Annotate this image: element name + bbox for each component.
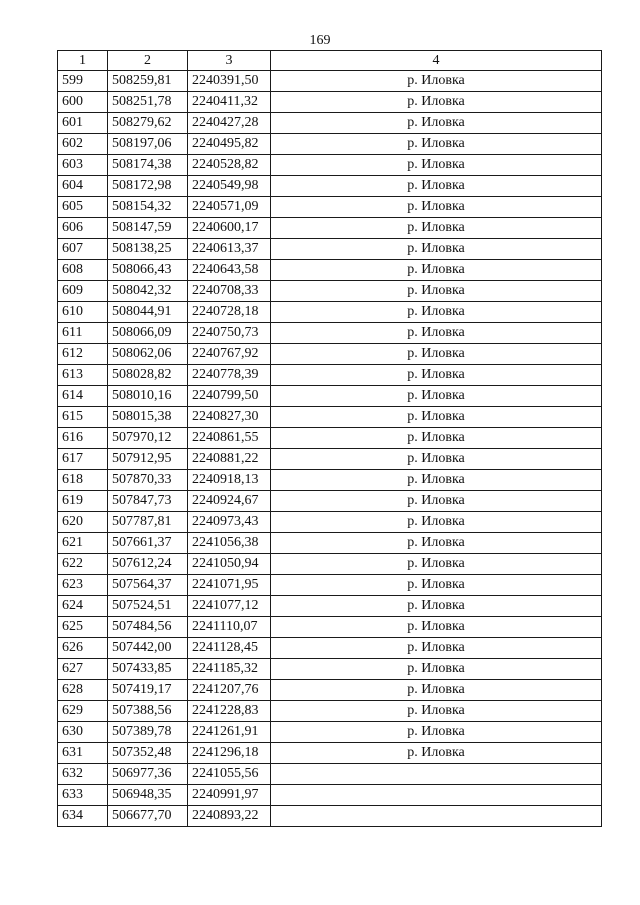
point-number-cell: 615 bbox=[58, 407, 108, 428]
point-number-cell: 607 bbox=[58, 239, 108, 260]
y-coordinate-cell: 2240893,22 bbox=[188, 806, 271, 827]
object-name-cell: р. Иловка bbox=[271, 533, 602, 554]
column-header-y: 3 bbox=[188, 51, 271, 71]
table-header-row bbox=[58, 51, 602, 71]
table-row bbox=[58, 701, 602, 722]
table-row bbox=[58, 260, 602, 281]
point-number-cell: 604 bbox=[58, 176, 108, 197]
table-row bbox=[58, 554, 602, 575]
table-row bbox=[58, 281, 602, 302]
table-row bbox=[58, 617, 602, 638]
y-coordinate-cell: 2241050,94 bbox=[188, 554, 271, 575]
y-coordinate-cell: 2241056,38 bbox=[188, 533, 271, 554]
table-row bbox=[58, 176, 602, 197]
y-coordinate-cell: 2240778,39 bbox=[188, 365, 271, 386]
point-number-cell: 624 bbox=[58, 596, 108, 617]
point-number-cell: 613 bbox=[58, 365, 108, 386]
y-coordinate-cell: 2240924,67 bbox=[188, 491, 271, 512]
point-number-cell: 600 bbox=[58, 92, 108, 113]
point-number-cell: 629 bbox=[58, 701, 108, 722]
point-number-cell: 630 bbox=[58, 722, 108, 743]
y-coordinate-cell: 2240528,82 bbox=[188, 155, 271, 176]
y-coordinate-cell: 2240391,50 bbox=[188, 71, 271, 92]
object-name-cell: р. Иловка bbox=[271, 155, 602, 176]
y-coordinate-cell: 2240411,32 bbox=[188, 92, 271, 113]
y-coordinate-cell: 2241077,12 bbox=[188, 596, 271, 617]
table-row bbox=[58, 344, 602, 365]
table-row bbox=[58, 92, 602, 113]
y-coordinate-cell: 2240600,17 bbox=[188, 218, 271, 239]
y-coordinate-cell: 2240767,92 bbox=[188, 344, 271, 365]
x-coordinate-cell: 507484,56 bbox=[108, 617, 188, 638]
point-number-cell: 627 bbox=[58, 659, 108, 680]
object-name-cell: р. Иловка bbox=[271, 575, 602, 596]
x-coordinate-cell: 508044,91 bbox=[108, 302, 188, 323]
y-coordinate-cell: 2240881,22 bbox=[188, 449, 271, 470]
object-name-cell: р. Иловка bbox=[271, 512, 602, 533]
point-number-cell: 608 bbox=[58, 260, 108, 281]
x-coordinate-cell: 507389,78 bbox=[108, 722, 188, 743]
x-coordinate-cell: 508010,16 bbox=[108, 386, 188, 407]
x-coordinate-cell: 507912,95 bbox=[108, 449, 188, 470]
y-coordinate-cell: 2241055,56 bbox=[188, 764, 271, 785]
point-number-cell: 617 bbox=[58, 449, 108, 470]
x-coordinate-cell: 508042,32 bbox=[108, 281, 188, 302]
table-row bbox=[58, 638, 602, 659]
object-name-cell: р. Иловка bbox=[271, 239, 602, 260]
x-coordinate-cell: 507847,73 bbox=[108, 491, 188, 512]
object-name-cell: р. Иловка bbox=[271, 260, 602, 281]
x-coordinate-cell: 507433,85 bbox=[108, 659, 188, 680]
object-name-cell: р. Иловка bbox=[271, 92, 602, 113]
table-row bbox=[58, 407, 602, 428]
x-coordinate-cell: 507419,17 bbox=[108, 680, 188, 701]
x-coordinate-cell: 507564,37 bbox=[108, 575, 188, 596]
point-number-cell: 605 bbox=[58, 197, 108, 218]
point-number-cell: 620 bbox=[58, 512, 108, 533]
table-row bbox=[58, 491, 602, 512]
point-number-cell: 619 bbox=[58, 491, 108, 512]
x-coordinate-cell: 507524,51 bbox=[108, 596, 188, 617]
x-coordinate-cell: 508147,59 bbox=[108, 218, 188, 239]
table-row bbox=[58, 71, 602, 92]
object-name-cell: р. Иловка bbox=[271, 617, 602, 638]
object-name-cell: р. Иловка bbox=[271, 218, 602, 239]
coordinates-table bbox=[57, 50, 602, 827]
object-name-cell: р. Иловка bbox=[271, 638, 602, 659]
table-row bbox=[58, 449, 602, 470]
y-coordinate-cell: 2241071,95 bbox=[188, 575, 271, 596]
y-coordinate-cell: 2241128,45 bbox=[188, 638, 271, 659]
y-coordinate-cell: 2240427,28 bbox=[188, 113, 271, 134]
table-body bbox=[58, 71, 602, 827]
object-name-cell: р. Иловка bbox=[271, 743, 602, 764]
point-number-cell: 626 bbox=[58, 638, 108, 659]
object-name-cell: р. Иловка bbox=[271, 428, 602, 449]
table-row bbox=[58, 722, 602, 743]
table-row bbox=[58, 806, 602, 827]
table-row bbox=[58, 512, 602, 533]
point-number-cell: 622 bbox=[58, 554, 108, 575]
x-coordinate-cell: 508154,32 bbox=[108, 197, 188, 218]
table-row bbox=[58, 575, 602, 596]
x-coordinate-cell: 507388,56 bbox=[108, 701, 188, 722]
y-coordinate-cell: 2240643,58 bbox=[188, 260, 271, 281]
point-number-cell: 621 bbox=[58, 533, 108, 554]
object-name-cell: р. Иловка bbox=[271, 323, 602, 344]
table-row bbox=[58, 470, 602, 491]
object-name-cell: р. Иловка bbox=[271, 344, 602, 365]
x-coordinate-cell: 507970,12 bbox=[108, 428, 188, 449]
object-name-cell: р. Иловка bbox=[271, 113, 602, 134]
x-coordinate-cell: 508138,25 bbox=[108, 239, 188, 260]
column-header-number: 1 bbox=[58, 51, 108, 71]
table-row bbox=[58, 386, 602, 407]
table-row bbox=[58, 659, 602, 680]
x-coordinate-cell: 508015,38 bbox=[108, 407, 188, 428]
table-row bbox=[58, 743, 602, 764]
point-number-cell: 632 bbox=[58, 764, 108, 785]
column-header-name: 4 bbox=[271, 51, 602, 71]
point-number-cell: 612 bbox=[58, 344, 108, 365]
table-row bbox=[58, 197, 602, 218]
point-number-cell: 609 bbox=[58, 281, 108, 302]
y-coordinate-cell: 2241185,32 bbox=[188, 659, 271, 680]
x-coordinate-cell: 508066,43 bbox=[108, 260, 188, 281]
object-name-cell: р. Иловка bbox=[271, 134, 602, 155]
x-coordinate-cell: 508028,82 bbox=[108, 365, 188, 386]
x-coordinate-cell: 506977,36 bbox=[108, 764, 188, 785]
point-number-cell: 631 bbox=[58, 743, 108, 764]
object-name-cell: р. Иловка bbox=[271, 554, 602, 575]
point-number-cell: 611 bbox=[58, 323, 108, 344]
x-coordinate-cell: 507612,24 bbox=[108, 554, 188, 575]
object-name-cell: р. Иловка bbox=[271, 491, 602, 512]
y-coordinate-cell: 2241296,18 bbox=[188, 743, 271, 764]
point-number-cell: 603 bbox=[58, 155, 108, 176]
y-coordinate-cell: 2240991,97 bbox=[188, 785, 271, 806]
table-row bbox=[58, 323, 602, 344]
object-name-cell: р. Иловка bbox=[271, 71, 602, 92]
x-coordinate-cell: 507661,37 bbox=[108, 533, 188, 554]
object-name-cell: р. Иловка bbox=[271, 407, 602, 428]
column-header-x: 2 bbox=[108, 51, 188, 71]
y-coordinate-cell: 2240918,13 bbox=[188, 470, 271, 491]
y-coordinate-cell: 2240571,09 bbox=[188, 197, 271, 218]
object-name-cell: р. Иловка bbox=[271, 701, 602, 722]
y-coordinate-cell: 2240495,82 bbox=[188, 134, 271, 155]
point-number-cell: 614 bbox=[58, 386, 108, 407]
point-number-cell: 634 bbox=[58, 806, 108, 827]
object-name-cell: р. Иловка bbox=[271, 449, 602, 470]
point-number-cell: 623 bbox=[58, 575, 108, 596]
x-coordinate-cell: 508251,78 bbox=[108, 92, 188, 113]
y-coordinate-cell: 2240613,37 bbox=[188, 239, 271, 260]
y-coordinate-cell: 2240973,43 bbox=[188, 512, 271, 533]
table-row bbox=[58, 365, 602, 386]
x-coordinate-cell: 508172,98 bbox=[108, 176, 188, 197]
table-row bbox=[58, 218, 602, 239]
object-name-cell: р. Иловка bbox=[271, 680, 602, 701]
x-coordinate-cell: 507870,33 bbox=[108, 470, 188, 491]
object-name-cell: р. Иловка bbox=[271, 281, 602, 302]
y-coordinate-cell: 2240827,30 bbox=[188, 407, 271, 428]
table-row bbox=[58, 134, 602, 155]
object-name-cell bbox=[271, 764, 602, 785]
point-number-cell: 616 bbox=[58, 428, 108, 449]
object-name-cell: р. Иловка bbox=[271, 302, 602, 323]
table-row bbox=[58, 113, 602, 134]
y-coordinate-cell: 2240799,50 bbox=[188, 386, 271, 407]
table-row bbox=[58, 155, 602, 176]
point-number-cell: 625 bbox=[58, 617, 108, 638]
object-name-cell: р. Иловка bbox=[271, 722, 602, 743]
point-number-cell: 602 bbox=[58, 134, 108, 155]
y-coordinate-cell: 2240861,55 bbox=[188, 428, 271, 449]
point-number-cell: 606 bbox=[58, 218, 108, 239]
object-name-cell bbox=[271, 785, 602, 806]
object-name-cell: р. Иловка bbox=[271, 365, 602, 386]
x-coordinate-cell: 507787,81 bbox=[108, 512, 188, 533]
table-row bbox=[58, 239, 602, 260]
x-coordinate-cell: 508259,81 bbox=[108, 71, 188, 92]
x-coordinate-cell: 508279,62 bbox=[108, 113, 188, 134]
table-row bbox=[58, 680, 602, 701]
x-coordinate-cell: 507442,00 bbox=[108, 638, 188, 659]
x-coordinate-cell: 506948,35 bbox=[108, 785, 188, 806]
object-name-cell: р. Иловка bbox=[271, 197, 602, 218]
y-coordinate-cell: 2241110,07 bbox=[188, 617, 271, 638]
table-row bbox=[58, 533, 602, 554]
point-number-cell: 599 bbox=[58, 71, 108, 92]
table-row bbox=[58, 764, 602, 785]
table-row bbox=[58, 596, 602, 617]
page-number: 169 bbox=[309, 33, 331, 48]
y-coordinate-cell: 2240549,98 bbox=[188, 176, 271, 197]
y-coordinate-cell: 2241261,91 bbox=[188, 722, 271, 743]
object-name-cell: р. Иловка bbox=[271, 470, 602, 491]
point-number-cell: 601 bbox=[58, 113, 108, 134]
x-coordinate-cell: 508197,06 bbox=[108, 134, 188, 155]
point-number-cell: 610 bbox=[58, 302, 108, 323]
y-coordinate-cell: 2241207,76 bbox=[188, 680, 271, 701]
object-name-cell: р. Иловка bbox=[271, 659, 602, 680]
point-number-cell: 618 bbox=[58, 470, 108, 491]
x-coordinate-cell: 506677,70 bbox=[108, 806, 188, 827]
y-coordinate-cell: 2241228,83 bbox=[188, 701, 271, 722]
x-coordinate-cell: 508062,06 bbox=[108, 344, 188, 365]
table-row bbox=[58, 302, 602, 323]
point-number-cell: 633 bbox=[58, 785, 108, 806]
point-number-cell: 628 bbox=[58, 680, 108, 701]
object-name-cell bbox=[271, 806, 602, 827]
object-name-cell: р. Иловка bbox=[271, 176, 602, 197]
object-name-cell: р. Иловка bbox=[271, 386, 602, 407]
object-name-cell: р. Иловка bbox=[271, 596, 602, 617]
x-coordinate-cell: 508066,09 bbox=[108, 323, 188, 344]
x-coordinate-cell: 507352,48 bbox=[108, 743, 188, 764]
table-row bbox=[58, 428, 602, 449]
y-coordinate-cell: 2240708,33 bbox=[188, 281, 271, 302]
table-row bbox=[58, 785, 602, 806]
y-coordinate-cell: 2240750,73 bbox=[188, 323, 271, 344]
x-coordinate-cell: 508174,38 bbox=[108, 155, 188, 176]
y-coordinate-cell: 2240728,18 bbox=[188, 302, 271, 323]
